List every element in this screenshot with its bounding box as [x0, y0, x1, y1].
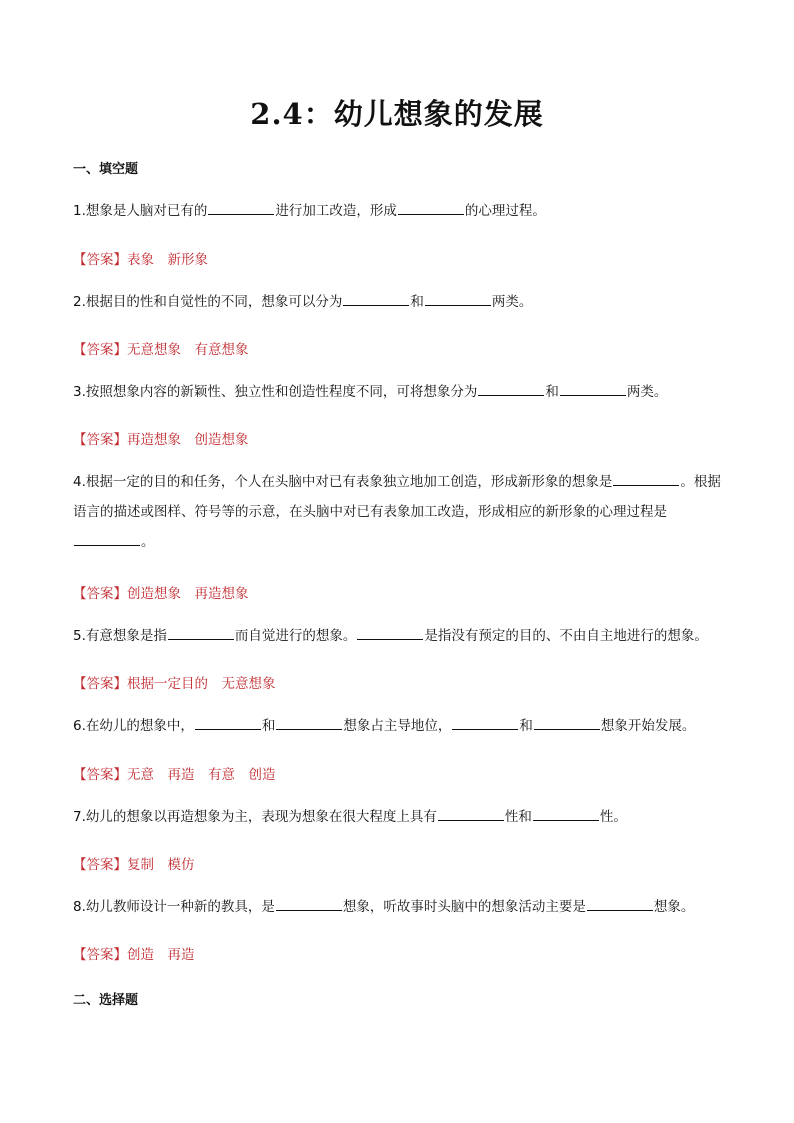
- answer-tag: 【答案】: [73, 947, 127, 963]
- question-text: 3.按照想象内容的新颖性、独立性和创造性程度不同，可将想象分为: [73, 384, 478, 400]
- question-text: 性。: [599, 809, 627, 825]
- answer-tag: 【答案】: [73, 342, 127, 358]
- answer-8: [73, 943, 195, 963]
- question-text: 。: [141, 534, 155, 550]
- blank-line: [398, 201, 464, 215]
- answer-2: [73, 338, 249, 358]
- question-text: 。根据语言的描述或图样、符号等的示意，在头脑中对已有表象加工改造，形成相应的新形象的心理过程是: [73, 474, 721, 520]
- blank-line: [587, 897, 653, 911]
- question-text: 是指没有预定的目的、不由自主地进行的想象。: [424, 628, 708, 644]
- blank-line: [452, 716, 518, 730]
- answer-tag: 【答案】: [73, 857, 127, 873]
- blank-line: [276, 716, 342, 730]
- blank-line: [343, 292, 409, 306]
- question-text: 7.幼儿的想象以再造想象为主，表现为想象在很大程度上具有: [73, 809, 437, 825]
- blank-line: [195, 716, 261, 730]
- blank-line: [208, 201, 274, 215]
- answer-value: 复制 模仿: [127, 857, 195, 873]
- blank-line: [478, 382, 544, 396]
- answer-value: 根据一定目的 无意想象: [127, 676, 276, 692]
- question-4: [73, 467, 723, 557]
- answer-value: 创造想象 再造想象: [127, 586, 249, 602]
- answer-tag: 【答案】: [73, 252, 127, 268]
- answer-tag: 【答案】: [73, 767, 127, 783]
- blank-line: [534, 716, 600, 730]
- question-text: 2.根据目的性和自觉性的不同，想象可以分为: [73, 294, 343, 310]
- question-text: 两类。: [491, 294, 533, 310]
- answer-5: [73, 672, 276, 692]
- answer-6: [73, 763, 276, 783]
- blank-line: [74, 532, 140, 546]
- blank-line: [168, 626, 234, 640]
- question-7: [73, 802, 723, 832]
- answer-4: [73, 582, 249, 602]
- blank-line: [357, 626, 423, 640]
- question-text: 和: [410, 294, 424, 310]
- answer-value: 无意 再造 有意 创造: [127, 767, 276, 783]
- question-text: 6.在幼儿的想象中，: [73, 718, 194, 734]
- question-text: 4.根据一定的目的和任务，个人在头脑中对已有表象独立地加工创造，形成新形象的想象是: [73, 474, 613, 490]
- question-3: [73, 377, 723, 407]
- question-5: [73, 621, 723, 651]
- answer-tag: 【答案】: [73, 432, 127, 448]
- answer-7: [73, 853, 195, 873]
- answer-value: 表象 新形象: [127, 252, 208, 268]
- blank-line: [533, 807, 599, 821]
- question-1: [73, 196, 723, 226]
- blank-line: [438, 807, 504, 821]
- answer-tag: 【答案】: [73, 586, 127, 602]
- question-6: [73, 711, 723, 741]
- answer-tag: 【答案】: [73, 676, 127, 692]
- section-heading-choice: 二、选择题: [73, 993, 139, 1008]
- section-heading-fill: 一、填空题: [73, 162, 139, 177]
- page-title: 2.4：幼儿想象的发展: [250, 97, 544, 131]
- blank-line: [276, 897, 342, 911]
- question-text: 8.幼儿教师设计一种新的教具，是: [73, 899, 275, 915]
- blank-line: [425, 292, 491, 306]
- blank-line: [560, 382, 626, 396]
- question-text: 进行加工改造，形成: [275, 203, 397, 219]
- answer-1: [73, 248, 208, 268]
- question-text: 1.想象是人脑对已有的: [73, 203, 208, 219]
- question-text: 和: [519, 718, 533, 734]
- question-text: 想象，听故事时头脑中的想象活动主要是: [342, 899, 586, 915]
- question-text: 想象。: [653, 899, 695, 915]
- question-text: 而自觉进行的想象。: [234, 628, 357, 644]
- answer-value: 无意想象 有意想象: [127, 342, 249, 358]
- question-text: 和: [545, 384, 559, 400]
- question-text: 两类。: [626, 384, 668, 400]
- question-2: [73, 287, 723, 317]
- question-text: 性和: [504, 809, 532, 825]
- question-8: [73, 892, 723, 922]
- answer-value: 创造 再造: [127, 947, 195, 963]
- question-text: 5.有意想象是指: [73, 628, 167, 644]
- blank-line: [613, 472, 679, 486]
- answer-value: 再造想象 创造想象: [127, 432, 249, 448]
- question-text: 想象占主导地位，: [343, 718, 452, 734]
- question-text: 想象开始发展。: [600, 718, 696, 734]
- question-text: 的心理过程。: [464, 203, 546, 219]
- question-text: 和: [261, 718, 276, 734]
- answer-3: [73, 428, 249, 448]
